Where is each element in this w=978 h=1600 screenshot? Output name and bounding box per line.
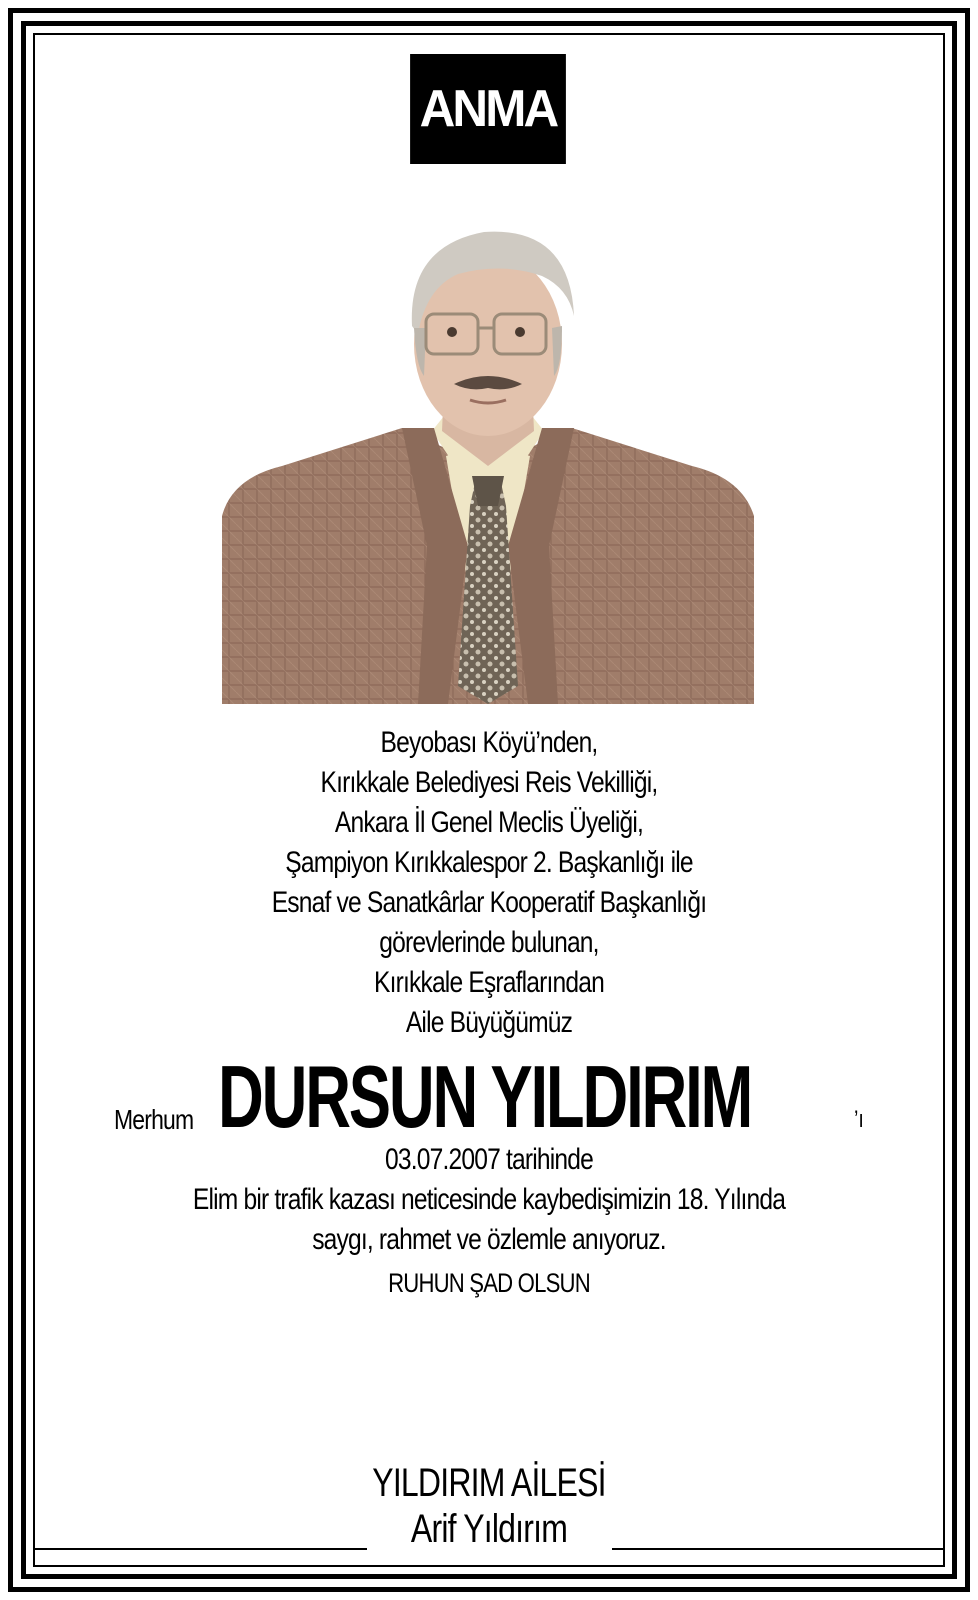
family-name: YILDIRIM AİLESİ xyxy=(372,1461,606,1505)
anma-badge: ANMA xyxy=(410,54,566,164)
intro-line: Esnaf ve Sanatkârlar Kooperatif Başkanlığı xyxy=(271,886,707,919)
footer-rule-left xyxy=(35,1548,367,1550)
intro-line: Şampiyon Kırıkkalespor 2. Başkanlığı ile xyxy=(285,846,693,879)
footer-signature xyxy=(0,1460,978,1552)
intro-line: Beyobası Köyü’nden, xyxy=(380,726,598,759)
intro-line: Kırıkkale Eşraflarından xyxy=(373,966,604,999)
name-suffix: ’ı xyxy=(854,1106,864,1133)
signer-name: Arif Yıldırım xyxy=(410,1507,568,1551)
intro-line: görevlerinde bulunan, xyxy=(379,926,599,959)
message-line: saygı, rahmet ve özlemle anıyoruz. xyxy=(312,1223,666,1256)
intro-line: Aile Büyüğümüz xyxy=(405,1006,573,1039)
intro-line: Ankara İl Genel Meclis Üyeliği, xyxy=(334,806,644,839)
message-line: Elim bir trafik kazası neticesinde kaybedişimizin 18. Yılında xyxy=(192,1183,786,1216)
deceased-name-row xyxy=(110,1047,880,1146)
deceased-name: DURSUN YILDIRIM xyxy=(218,1047,752,1146)
merhum-prefix: Merhum xyxy=(114,1104,194,1135)
memorial-message xyxy=(0,1140,978,1299)
message-line: 03.07.2007 tarihinde xyxy=(385,1143,593,1176)
intro-line: Kırıkkale Belediyesi Reis Vekilliği, xyxy=(320,766,658,799)
closing-line: RUHUN ŞAD OLSUN xyxy=(388,1268,590,1298)
intro-text xyxy=(0,723,978,1043)
footer-rule-right xyxy=(612,1548,943,1550)
portrait-photo xyxy=(222,216,754,704)
